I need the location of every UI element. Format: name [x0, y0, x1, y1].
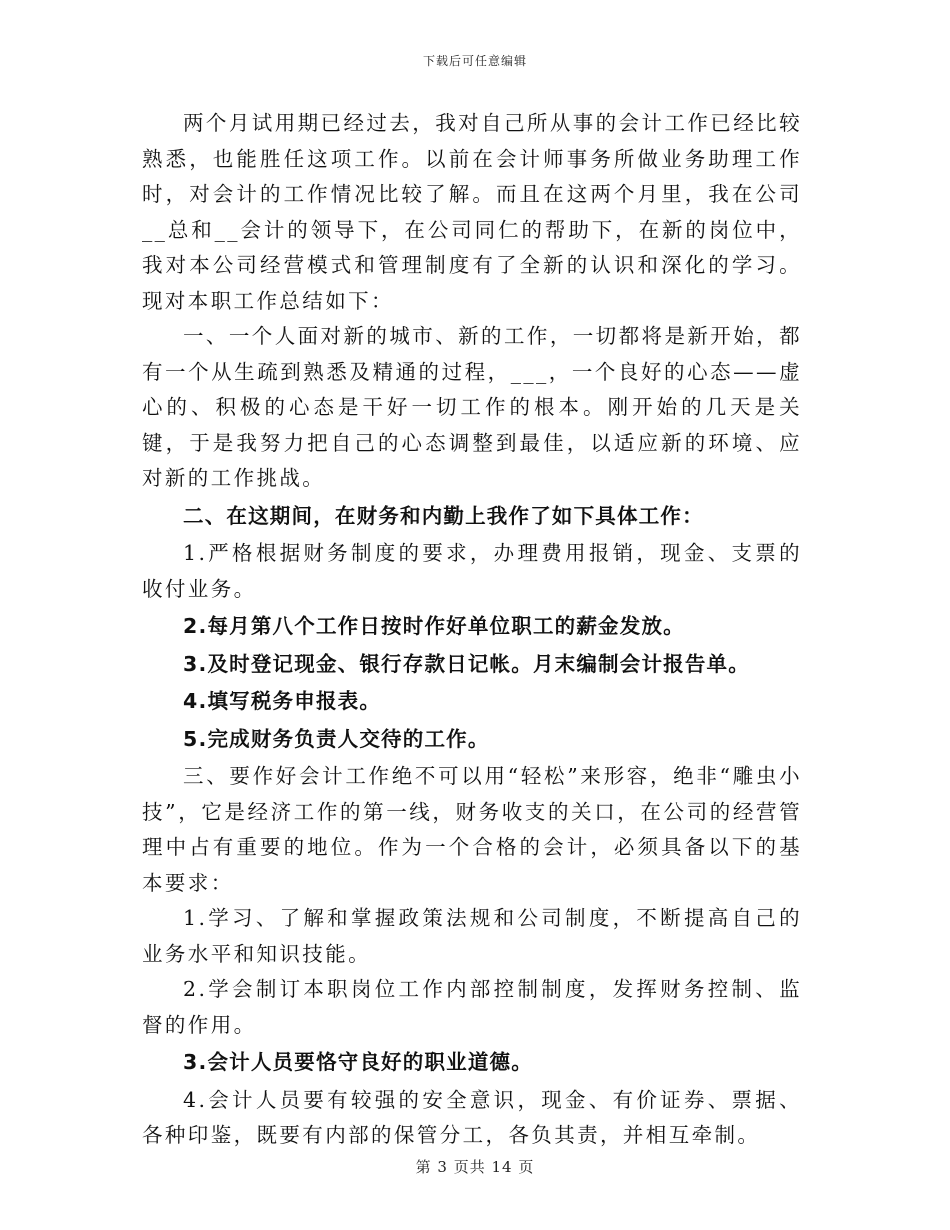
heading-section-two: 二、在这期间，在财务和内勤上我作了如下具体工作： — [183, 503, 704, 528]
list-item-2-3: 3.及时登记现金、银行存款日记帐。月末编制会计报告单。 — [183, 651, 750, 676]
paragraph-intro: 两个月试用期已经过去，我对自己所从事的会计工作已经比较熟悉，也能胜任这项工作。以前在会计师事务所做业务助理工作时，对会计的工作情况比较了解。而且在这两个月里，我在公司__总和__会计的领导下，在公司同仁的帮助下，在新的岗位中，我对本公司经营模式和管理制度有了全新的认识和深化的学习。现对本职工作总结如下： — [142, 111, 802, 313]
list-item-2-1: 1.严格根据财务制度的要求，办理费用报销，现金、支票的收付业务。 — [142, 541, 802, 601]
list-item-3-3: 3.会计人员要恪守良好的职业道德。 — [183, 1050, 533, 1074]
paragraph-section-one: 一、一个人面对新的城市、新的工作，一切都将是新开始，都有一个从生疏到熟悉及精通的过程，___，一个良好的心态——虚心的、积极的心态是干好一切工作的根本。刚开始的几天是关键，于是我努力把自己的心态调整到最佳，以适应新的环境、应对新的工作挑战。 — [142, 324, 802, 490]
page-footer: 第 3 页共 14 页 — [415, 1158, 535, 1176]
paragraph-section-three: 三、要作好会计工作绝不可以用“轻松”来形容，绝非“雕虫小技”，它是经济工作的第一线，财务收支的关口，在公司的经营管理中占有重要的地位。作为一个合格的会计，必须具备以下的基本要求： — [142, 764, 802, 895]
page-header: 下载后可任意编辑 — [422, 54, 527, 68]
list-item-2-4: 4.填写税务申报表。 — [183, 689, 382, 713]
list-item-2-5: 5.完成财务负责人交待的工作。 — [183, 726, 490, 751]
list-item-3-2: 2.学会制订本职岗位工作内部控制制度，发挥财务控制、监督的作用。 — [142, 977, 802, 1037]
list-item-2-2: 2.每月第八个工作日按时作好单位职工的薪金发放。 — [183, 614, 685, 638]
list-item-3-4: 4.会计人员要有较强的安全意识，现金、有价证券、票据、各种印鉴，既要有内部的保管分工，各负其责，并相互牵制。 — [142, 1087, 802, 1147]
document-body — [142, 106, 802, 1154]
list-item-3-1: 1.学习、了解和掌握政策法规和公司制度，不断提高自己的业务水平和知识技能。 — [142, 906, 802, 966]
